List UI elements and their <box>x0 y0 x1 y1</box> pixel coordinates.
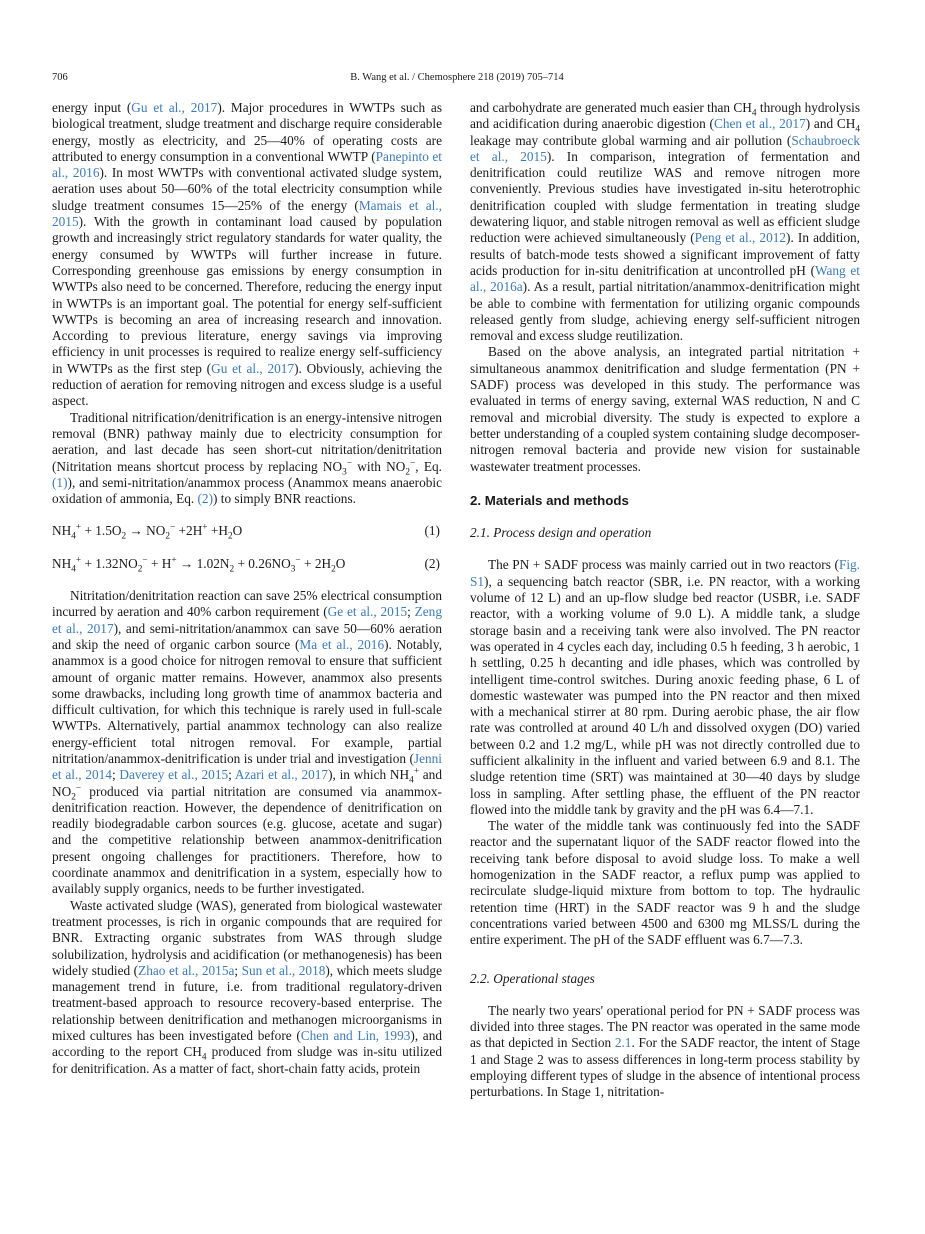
citation-link[interactable]: Zeng et al., 2017 <box>52 604 442 636</box>
page-number: 706 <box>52 72 68 83</box>
figure-link[interactable]: Fig. S1 <box>470 557 860 589</box>
citation-link[interactable]: Ma et al., 2016 <box>299 636 385 652</box>
equation-2: $NH_4^+ + 1.32NO_2^- + H^+ \to 1.02N_2 + 0.26NO_3^- + 2H_2O$ (2) <box>52 555 440 575</box>
paragraph: The nearly two years' operational period for PN + SADF process was divided into three stages. The PN reactor was operated in the same mode as that depicted in Section 2.1. For the SADF reactor, the intent of Stage 1 and Stage 2 was to assess differences in long-term process stability by employing different types of sludge in the absence of intentional process perturbations. In Stage 1, nitritation- <box>470 1002 860 1100</box>
citation-link[interactable]: Chen et al., 2017 <box>713 116 806 132</box>
citation-link[interactable]: Daverey et al., 2015 <box>119 767 229 783</box>
citation-link[interactable]: Peng et al., 2012 <box>694 230 787 246</box>
citation-link[interactable]: Ge et al., 2015 <box>327 604 408 620</box>
page-header <box>52 72 862 88</box>
subsection-heading: 2.1. Process design and operation <box>470 525 652 541</box>
paragraph: energy input (Gu et al., 2017). Major procedures in WWTPs such as biological treatment, sludge treatment and discharge require considerable energy, mostly as electricity, and 25—40% of operating costs are attributed to energy consumption in a conventional WWTP (Panepinto et al., 2016). In most WWTPs with conventional activated sludge system, aeration uses about 50—60% of the total electricity consumption while sludge treatment consumes 15—25% of the energy (Mamais et al., 2015). With the growth in contaminant load caused by population growth and increasingly strict regulatory standards for water quality, the energy consumed by WWTPs will further increase in future. Corresponding greenhouse gas emissions by energy consumption in WWTPs also need to be concerned. Therefore, reducing the energy input in WWTPs is an important goal. The potential for energy self-sufficient WWTPs is becoming an area of increasing research and innovation. According to previous literature, energy savings via improving efficiency in unit processes is required to realize energy self-sufficiency in WWTPs as the first step (Gu et al., 2017). Obviously, achieving the reduction of aeration for removing nitrogen and excess sludge is a useful aspect. <box>52 100 443 409</box>
citation-link[interactable]: Gu et al., 2017 <box>211 360 295 376</box>
paragraph: and carbohydrate are generated much easier than $CH_4$ through hydrolysis and acidification during anaerobic digestion (Chen et al., 2017) and $CH_4$ leakage may contribute global warming and air pollution (Schaubroeck et al., 2015). In comparison, integration of fermentation and denitrification could reutilize WAS and remove nitrogen more conveniently. Previous studies have investigated in-situ heterotrophic denitrification coupled with sludge fermentation in treating sludge dewatering liquor, and stable nitrogen removal as well as efficient sludge reduction were achieved simultaneously (Peng et al., 2012). In addition, results of batch-mode tests showed a significant improvement of fatty acids production for in-situ denitrification at uncontrolled pH (Wang et al., 2016a). As a result, partial nitritation/anammox-denitrification might be able to combine with fermentation for utilizing organic compounds released gently from sludge, achieving energy self-sufficient nitrogen removal and excess sludge reutilization. <box>470 100 861 344</box>
citation-link[interactable]: Schaubroeck et al., 2015 <box>470 132 860 164</box>
citation-link[interactable]: Panepinto et al., 2016 <box>52 148 442 181</box>
equation-link[interactable]: (2) <box>197 491 214 507</box>
equation-number: (1) <box>424 523 440 539</box>
paragraph: Waste activated sludge (WAS), generated from biological wastewater treatment processes, is rich in organic compounds that are required for BNR. Extracting organic substrates from WAS through sludge solubilization, hydrolysis and acidification (or methanogenesis) has been widely studied (Zhao et al., 2015a; Sun et al., 2018), which meets sludge management trend in future, i.e. from traditional regulatory-driven treatment-based approach to resource recovery-based enterprise. The relationship between denitrification and methanogen microorganisms in mixed cultures has been investigated before (Chen and Lin, 1993), and according to the report $CH_4$ produced from sludge was in-situ utilized for denitrification. As a matter of fact, short-chain fatty acids, protein <box>52 897 443 1076</box>
equation-number: (2) <box>424 555 440 571</box>
citation-link[interactable]: Gu et al., 2017 <box>131 100 218 115</box>
paragraph: Nitritation/denitritation reaction can save 25% electrical consumption incurred by aeration and 40% carbon requirement (Ge et al., 2015; Zeng et al., 2017), and semi-nitritation/anammox can save 50—60% aeration and skip the need of organic carbon source (Ma et al., 2016). Notably, anammox is a good choice for nitrogen removal to ensure that sufficient amount of organic matter remains. However, anammox also presents some drawbacks, including long growth time of anammox bacteria and difficult cultivation, for which this technique is rarely used in full-scale WWTPs. Alternatively, partial anammox technology can also realize energy-efficient total nitrogen removal. For example, partial nitritation/anammox-denitrification is under trial and investigation (Jenni et al., 2014; Daverey et al., 2015; Azari et al., 2017), in which $NH_4^+$ and $NO_2^-$ produced via partial nitritation are consumed via anammox-denitrification reaction. However, the dependence of denitrification on readily biodegradable carbon sources (e.g. glucose, acetate and sugar) and the competitive relationship between anammox-denitrification present ongoing challenges for practitioners. Therefore, how to coordinate anammox and denitrification in a system, especially how to availably supply organics, needs to be further investigated. <box>52 588 442 897</box>
paragraph: Traditional nitrification/denitrification is an energy-intensive nitrogen removal (BNR) pathway mainly due to electricity consumption for aeration, and last decade has seen short-cut nitritation/denitritation (Nitritation means shortcut process by replacing $NO_3^-$ with $NO_2^-$, Eq. (1)), and semi-nitritation/anammox process (Anammox means anaerobic oxidation of ammonia, Eq. (2)) to simply BNR reactions. <box>52 409 442 507</box>
citation-link[interactable]: Azari et al., 2017 <box>234 767 329 783</box>
right-column <box>470 100 860 1101</box>
section-link[interactable]: 2.1 <box>614 1035 632 1051</box>
citation-link[interactable]: Wang et al., 2016a <box>470 262 861 295</box>
citation-link[interactable]: Sun et al., 2018 <box>241 962 326 978</box>
subsection-heading: 2.2. Operational stages <box>470 970 595 986</box>
citation-link[interactable]: Jenni et al., 2014 <box>52 750 442 783</box>
equation-link[interactable]: (1) <box>52 474 68 490</box>
section-heading: 2. Materials and methods <box>470 492 629 508</box>
paragraph: Based on the above analysis, an integrated partial nitritation + simultaneous anammox denitrification and sludge fermentation (PN + SADF) process was developed in this study. The performance was evaluated in terms of energy saving, external WAS reduction, N and C removal and microbial diversity. The study is expected to explore a better understanding of a coupled system containing sludge decomposer-nitrogen removal bacteria and provide new vision for sustainable wastewater treatment processes. <box>470 344 860 474</box>
equation-1: $NH_4^+ + 1.5O_2 \to NO_2^- +2H^+ +H_2O$ (1) <box>52 523 440 543</box>
citation-link[interactable]: Chen and Lin, 1993 <box>300 1028 411 1044</box>
citation-link[interactable]: Zhao et al., 2015a <box>138 962 235 978</box>
paragraph: The water of the middle tank was continuously fed into the SADF reactor and the supernatant liquor of the SADF reactor flowed into the receiving tank before disposal to avoid sludge loss. To make a well homogenization in the SADF reactor, a reflux pump was applied to recirculate sludge-liquid mixture from bottom to top. The hydraulic retention time (HRT) in the SADF reactor was 9 h and the sludge concentrations varied between 4500 and 6300 mg MLSS/L during the entire experiment. The pH of the SADF effluent was 6.7—7.3. <box>470 818 860 948</box>
left-column <box>52 100 442 1077</box>
citation-link[interactable]: Mamais et al., 2015 <box>52 197 443 230</box>
paragraph: The PN + SADF process was mainly carried out in two reactors (Fig. S1), a sequencing batch reactor (SBR, i.e. PN reactor, with a working volume of 12 L) and an up-flow sludge bed reactor (USBR, i.e. SADF reactor, with a working volume of 9.0 L). A middle tank, a sludge storage basin and a receiving tank were also involved. The PN reactor was operated in 4 cycles each day, including 0.5 h feeding, 3 h aerobic, 1 h settling, 0.25 h decanting and idle phases, which was controlled by intelligent time-control switches. During anoxic feeding phase, 6 L of domestic wastewater was pumped into the PN reactor and then mixed with a mechanical stirrer at 80 rpm. During aerobic phase, the air flow rate was controlled at around 40 L/h and dissolved oxygen (DO) varied between 0.2 and 1.2 mg/L, while pH was not directly controlled due to sufficient alkalinity in the influent and varied between 6.9 and 8.1. The sludge retention time (SRT) was maintained at 30—40 days by sludge loss in sampling. After settling phase, the effluent of the PN reactor flowed into the middle tank by gravity and the pH was 6.4—7.1. <box>470 557 860 817</box>
journal-citation: B. Wang et al. / Chemosphere 218 (2019) 705–714 <box>350 72 564 83</box>
